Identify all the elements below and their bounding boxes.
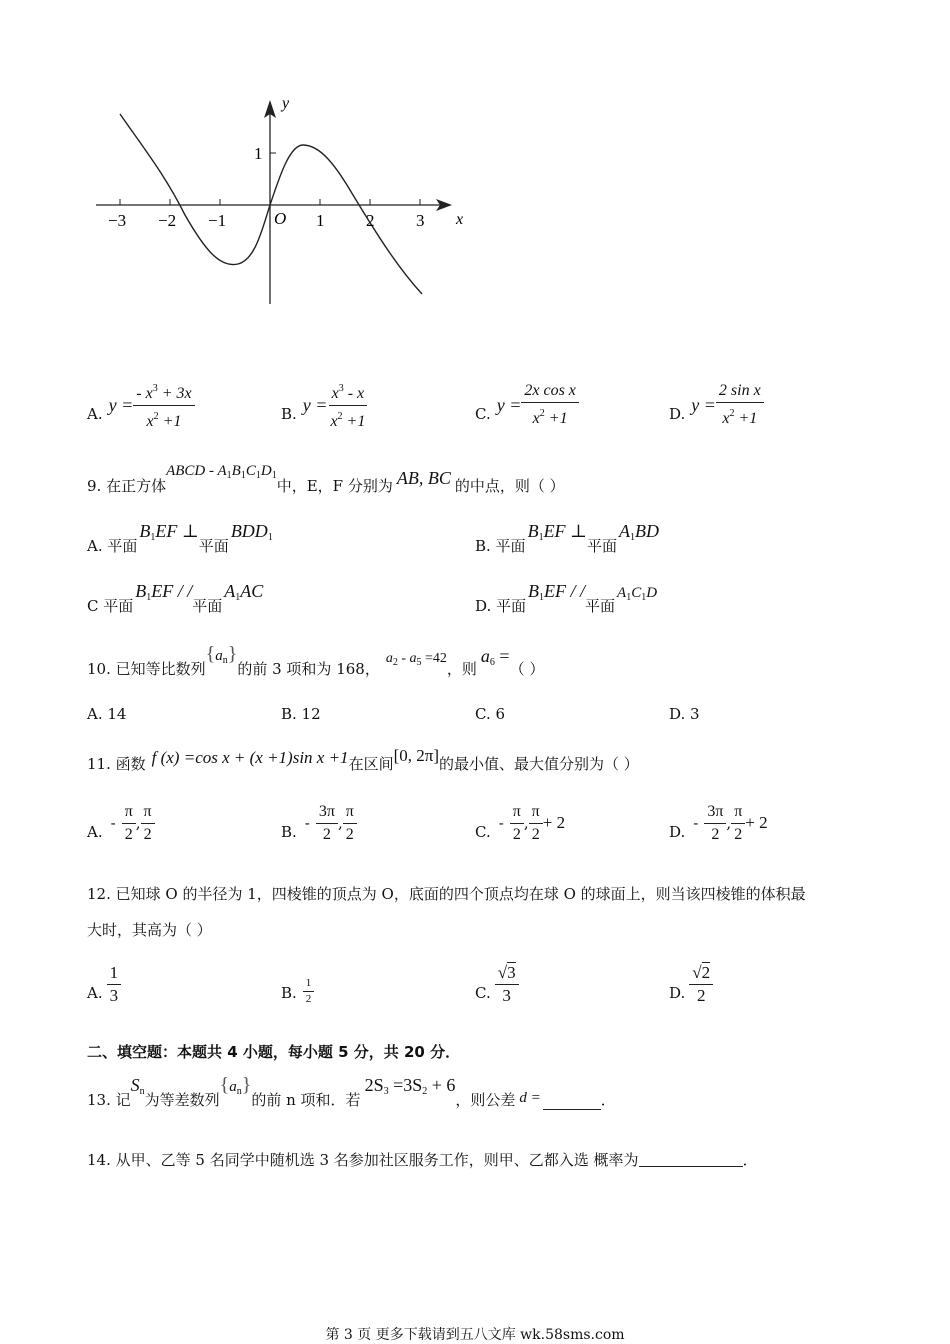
q14-stem: 14. 从甲、乙等 5 名同学中随机选 3 名参加社区服务工作，则甲、乙都入选 概率为 ． bbox=[87, 1151, 758, 1169]
tick-x-neg1: −1 bbox=[208, 211, 227, 230]
q8-c-fraction: $\frac{\text{2x cos x}}{x^2 +1}$ bbox=[521, 381, 579, 429]
tick-x-neg2: −2 bbox=[158, 211, 177, 230]
y-axis-label: y bbox=[282, 95, 290, 112]
q12-stem-line1: 12. 已知球 O 的半径为 1，四棱锥的顶点为 O，底面的四个顶点均在球 O 的球面上，则当该四棱锥的体积最 bbox=[87, 885, 806, 903]
q11-option-d[interactable]: D. - $\frac{3\pi}{2}$ , $\frac{\pi}{2}$ + 2 bbox=[669, 802, 768, 843]
q8-a-fraction: $\frac{- x^3 + 3x}{x^2 +1}$ bbox=[133, 379, 194, 432]
q11-option-a[interactable]: A. - $\frac{\pi}{2}$ , $\frac{\pi}{2}$ bbox=[87, 798, 155, 848]
q12-option-d[interactable]: D. $\frac{√2}{2}$ bbox=[669, 958, 713, 1010]
tick-x-2: 2 bbox=[366, 211, 375, 230]
q12-option-b[interactable]: B. $\frac{1}{2}$ bbox=[281, 958, 314, 1010]
q8-option-c[interactable]: C. y = $\frac{\text{2x cos x}}{x^2 +1}$ bbox=[475, 380, 579, 430]
q9-stem: 9. 在正方体 ABCD - $A_1B_1C_1D_1$ 中，E，F 分别为 AB, BC 的中点，则（ ） bbox=[87, 463, 565, 495]
q12-option-a[interactable]: A. $\frac{1}{3}$ bbox=[87, 958, 121, 1010]
q11-option-b[interactable]: B. - $\frac{3\pi}{2}$ , $\frac{\pi}{2}$ bbox=[281, 798, 357, 848]
function-graph bbox=[90, 90, 480, 315]
q12-option-c[interactable]: C. $\frac{√3}{3}$ bbox=[475, 958, 519, 1010]
tick-y-1: 1 bbox=[254, 144, 263, 163]
q14-answer-blank[interactable] bbox=[639, 1152, 743, 1167]
q9-option-c[interactable]: C 平面 $B_1EF$ / / 平面 $A_1AC$ bbox=[87, 581, 264, 615]
q11-stem: 11. 函数 f (x) =cos x + (x +1)sin x +1 在区间 [0, 2π] 的最小值、最大值分别为（ ） bbox=[87, 746, 639, 773]
q8-option-a[interactable]: A. y = $\frac{- x^3 + 3x}{x^2 +1}$ bbox=[87, 380, 195, 430]
q12-stem-line2: 大时，其高为（ ） bbox=[87, 921, 212, 939]
q13-answer-blank[interactable] bbox=[543, 1095, 601, 1110]
page-footer: 第 3 页 更多下载请到五八文库 wk.58sms.com bbox=[325, 1327, 625, 1343]
tick-x-1: 1 bbox=[316, 211, 325, 230]
q10-option-c[interactable]: C. 6 bbox=[475, 705, 506, 723]
q8-option-d[interactable]: D. y = $\frac{\text{2 sin x}}{x^2 +1}$ bbox=[669, 380, 764, 430]
q10-stem: 10. 已知等比数列 $\{a_n\}$ 的前 3 项和为 168， $a_2 - a_5 =42$ ，则 $a_6$ = （ ） bbox=[87, 643, 545, 678]
tick-x-3: 3 bbox=[416, 211, 425, 230]
q10-option-b[interactable]: B. 12 bbox=[281, 705, 321, 723]
q11-option-c[interactable]: C. - $\frac{\pi}{2}$ , $\frac{\pi}{2}$ + 2 bbox=[475, 802, 566, 843]
q9-option-d[interactable]: D. 平面 $B_1EF$ / / 平面 $A_1C_1D$ bbox=[475, 581, 658, 615]
tick-x-neg3: −3 bbox=[108, 211, 127, 230]
q9-option-b[interactable]: B. 平面 $B_1EF$ ⊥ 平面 $A_1BD$ bbox=[475, 521, 659, 555]
q10-option-d[interactable]: D. 3 bbox=[669, 705, 700, 723]
q9-option-a[interactable]: A. 平面 $B_1EF$ ⊥ 平面 $BDD_1$ bbox=[87, 521, 273, 555]
q13-stem: 13. 记 $S_n$ 为等差数列 $\{a_n\}$ 的前 n 项和．若 $2S_3 =3S_2 + 6$ ，则公差 d = ． bbox=[87, 1074, 616, 1109]
q8-option-b[interactable]: B. y = $\frac{x^3 - x}{x^2 +1}$ bbox=[281, 380, 368, 430]
q8-b-fraction: $\frac{x^3 - x}{x^2 +1}$ bbox=[327, 379, 368, 432]
q8-d-fraction: $\frac{\text{2 sin x}}{x^2 +1}$ bbox=[716, 381, 764, 429]
origin-label: O bbox=[274, 209, 287, 228]
x-axis-label: x bbox=[456, 211, 464, 228]
section-heading: 二、填空题：本题共 4 小题，每小题 5 分，共 20 分． bbox=[87, 1043, 461, 1061]
q10-option-a[interactable]: A. 14 bbox=[87, 705, 127, 723]
